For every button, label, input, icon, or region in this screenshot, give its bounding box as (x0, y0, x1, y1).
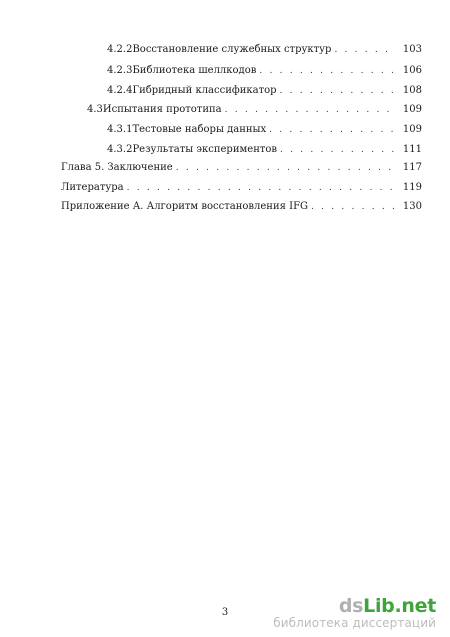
toc-leader-dots (280, 85, 396, 97)
toc-entry-page: 117 (402, 162, 422, 173)
toc-entry-page: 111 (402, 144, 422, 155)
toc-leader-dots (225, 104, 396, 116)
toc-entry-title: Библиотека шеллкодов (132, 65, 257, 76)
watermark-logo (273, 597, 436, 616)
watermark-logo-ds: ds (338, 595, 364, 617)
toc-leader-dots (259, 65, 396, 77)
toc-entry-page: 130 (402, 201, 422, 212)
toc-entry-title: Восстановление служебных структур (132, 44, 332, 55)
toc-entry-number: 4.2.3 (107, 65, 133, 76)
watermark (273, 597, 436, 629)
toc-leader-dots (334, 44, 396, 56)
toc-entry (107, 144, 422, 156)
toc-entry (107, 124, 422, 136)
toc-entry-page: 106 (402, 65, 422, 76)
toc-entry (87, 104, 422, 116)
toc-entry-title: Литература (61, 182, 124, 193)
toc-leader-dots (176, 162, 396, 174)
toc-entry-title: Гибридный классификатор (132, 85, 277, 96)
toc-entry-title: Приложение А. Алгоритм восстановления IFG (61, 201, 309, 212)
toc-entry-title: Глава 5. Заключение (61, 162, 173, 173)
toc-entry (61, 162, 422, 174)
watermark-logo-net: .net (394, 595, 436, 617)
toc-leader-dots (311, 201, 396, 213)
toc-entry-number: 4.3.1 (107, 124, 133, 135)
toc-leader-dots (269, 124, 396, 136)
toc-entry-page: 108 (402, 85, 422, 96)
toc-entry-number: 4.2.4 (107, 85, 133, 96)
toc-entry-title: Тестовые наборы данных (132, 124, 267, 135)
toc-leader-dots (127, 182, 396, 194)
toc-entry-page: 119 (402, 182, 422, 193)
toc-entry-title: Испытания прототипа (102, 104, 222, 115)
watermark-logo-lib: Lib (363, 595, 395, 617)
toc-entry (61, 182, 422, 194)
toc-entry-page: 103 (402, 44, 422, 55)
toc-entry (107, 85, 422, 97)
page-number: 3 (221, 607, 229, 618)
toc-entry-number: 4.3.2 (107, 144, 133, 155)
toc-entry-number: 4.3 (87, 104, 103, 115)
toc-entry (107, 44, 422, 56)
toc-entry-page: 109 (402, 124, 422, 135)
toc-entry (61, 201, 422, 213)
toc-entry-title: Результаты экспериментов (132, 144, 278, 155)
toc-entry-page: 109 (402, 104, 422, 115)
toc-leader-dots (280, 144, 396, 156)
toc-entry-number: 4.2.2 (107, 44, 133, 55)
toc-entry (107, 65, 422, 77)
watermark-tagline: библиотека диссертаций (273, 616, 436, 630)
